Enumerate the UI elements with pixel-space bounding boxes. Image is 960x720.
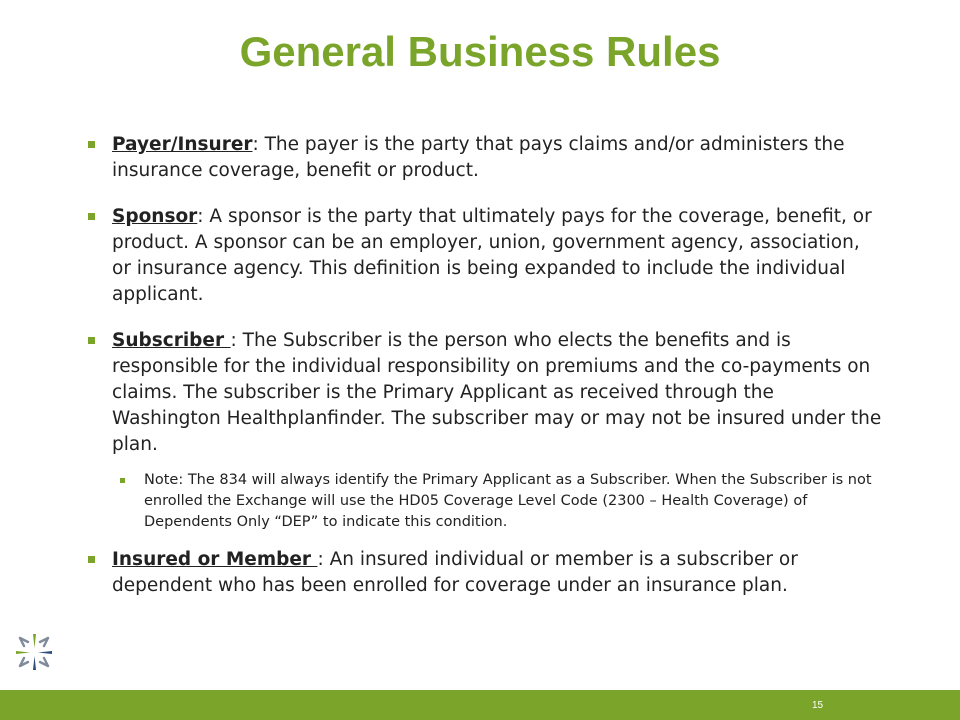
term-label: Sponsor bbox=[112, 206, 198, 227]
square-bullet-icon bbox=[88, 141, 95, 148]
page-number: 15 bbox=[812, 700, 824, 711]
bullet-list bbox=[84, 132, 884, 599]
term-label: Payer/Insurer bbox=[112, 134, 253, 155]
square-bullet-icon bbox=[120, 478, 125, 483]
bullet-item-subscriber bbox=[84, 328, 884, 458]
slide-title: General Business Rules bbox=[239, 28, 721, 75]
square-bullet-icon bbox=[88, 337, 95, 344]
definition-text: : A sponsor is the party that ultimately pays for the coverage, benefit, or product. A sponsor can be an employer, union, government agency, association, or insurance agency. This definition is being expanded to include the individual applicant. bbox=[112, 206, 872, 305]
definition-text: : The Subscriber is the person who elects the benefits and is responsible for the individual responsibility on premiums and the co-payments on claims. The subscriber is the Primary Applicant as received through the Washington Healthplanfinder. The subscriber may or may not be insured under the plan. bbox=[112, 330, 882, 455]
bullet-item-payer bbox=[84, 132, 884, 184]
term-label: Insured or Member bbox=[112, 549, 318, 570]
square-bullet-icon bbox=[88, 556, 95, 563]
bullet-item-sponsor bbox=[84, 204, 884, 308]
star-logo-icon bbox=[12, 630, 56, 674]
definition-text: : The payer is the party that pays claims and/or administers the insurance coverage, benefit or product. bbox=[112, 134, 845, 181]
note-text: Note: The 834 will always identify the Primary Applicant as a Subscriber. When the Subscriber is not enrolled the Exchange will use the HD05 Coverage Level Code (2300 – Health Coverage) of Dependents Only “DEP” to indicate this condition. bbox=[144, 472, 872, 530]
square-bullet-icon bbox=[88, 213, 95, 220]
bullet-item-insured bbox=[84, 547, 884, 599]
definition-text: : An insured individual or member is a subscriber or dependent who has been enrolled for coverage under an insurance plan. bbox=[112, 549, 798, 596]
sub-bullet-note bbox=[84, 470, 884, 533]
term-label: Subscriber bbox=[112, 330, 231, 351]
